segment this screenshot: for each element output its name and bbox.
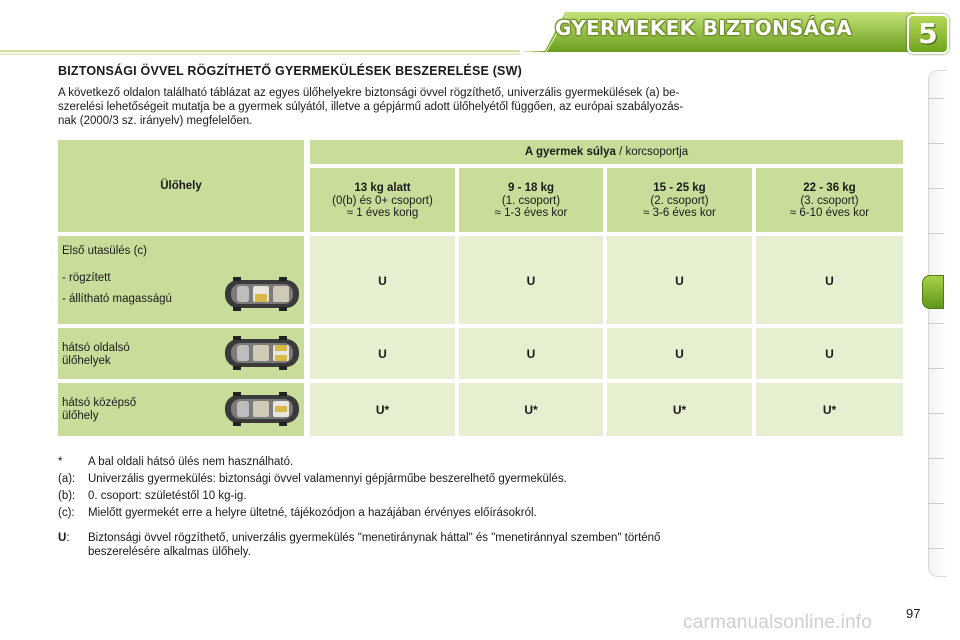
seat-header: Ülőhely	[160, 180, 202, 192]
column-header	[459, 182, 603, 220]
weight-header	[310, 146, 903, 159]
table-cell	[607, 383, 752, 436]
column-group: (0(b) és 0+ csoport)	[332, 194, 433, 207]
tab-divider	[928, 188, 944, 189]
car-rear-middle-seat-icon	[223, 390, 301, 428]
tab-divider	[928, 143, 944, 144]
intro-line: A következő oldalon található táblázat az egyes ülőhelyekre biztonsági övvel rögzíthető, univerzális gyermekülések (a) be-	[58, 87, 680, 99]
page-number: 97	[906, 606, 921, 621]
row-label: ülőhely	[62, 410, 99, 422]
table-cell	[459, 236, 603, 324]
section-title: BIZTONSÁGI ÖVVEL RÖGZÍTHETŐ GYERMEKÜLÉSEK BESZERELÉSE (SW)	[58, 64, 522, 78]
row-label: Első utasülés (c)	[62, 245, 148, 257]
suitability-value: U	[378, 347, 387, 361]
tab-divider	[928, 98, 944, 99]
tab-divider	[928, 368, 944, 369]
suitability-value: U	[378, 274, 387, 288]
table-cell	[756, 383, 903, 436]
column-age: ≈ 1-3 éves kor	[494, 207, 568, 219]
table-row-label-cell	[58, 236, 304, 324]
suitability-value: U*	[672, 403, 687, 417]
u-definition-line: Biztonsági övvel rögzíthető, univerzális gyermekülés "menetiránynak háttal" és "menetiránnyal szemben" történő	[88, 532, 661, 544]
column-header-cell	[310, 168, 455, 232]
chapter-header	[0, 0, 960, 60]
footnote-key: (a):	[58, 473, 76, 485]
weight-header-bold: A gyermek súlya	[524, 146, 616, 158]
tab-divider	[928, 233, 944, 234]
u-definition	[58, 531, 661, 558]
suitability-value: U*	[375, 403, 390, 417]
footnote-text: 0. csoport: születéstől 10 kg-ig.	[88, 490, 247, 502]
car-front-seat-icon	[223, 275, 301, 313]
column-age: ≈ 1 éves korig	[346, 207, 419, 219]
footnote-key: (c):	[58, 507, 75, 519]
chapter-number: 5	[918, 17, 938, 50]
footnote-text: Univerzális gyermekülés: biztonsági övvel valamennyi gépjárműbe beszerelhető gyermekülés.	[88, 473, 567, 485]
column-weight: 9 - 18 kg	[507, 182, 555, 194]
suitability-value: U*	[524, 403, 538, 417]
column-group: (3. csoport)	[800, 194, 859, 207]
column-group: (2. csoport)	[650, 194, 709, 207]
weight-header-rest: / korcsoportja	[615, 146, 689, 158]
suitability-value: U	[526, 347, 536, 361]
column-weight: 22 - 36 kg	[803, 182, 856, 194]
table-cell	[607, 236, 752, 324]
suitability-value: U	[675, 274, 684, 288]
column-header	[607, 182, 752, 220]
table-cell	[459, 383, 603, 436]
footnote	[58, 472, 567, 486]
table-cell	[459, 328, 603, 379]
footnote-key: *	[58, 456, 63, 468]
column-header	[310, 182, 455, 220]
suitability-value: U	[675, 347, 684, 361]
u-colon: :	[66, 532, 70, 544]
chapter-number-badge	[907, 14, 949, 54]
tab-divider	[928, 413, 944, 414]
table-row-label-cell	[58, 383, 304, 436]
u-key: U	[58, 532, 67, 544]
row-label: ülőhelyek	[62, 355, 111, 367]
footnote-text: A bal oldali hátsó ülés nem használható.	[88, 456, 294, 468]
watermark: carmanualsonline.info	[683, 612, 873, 633]
row-label: hátsó középső	[62, 397, 137, 409]
u-definition-line: beszerelésére alkalmas ülőhely.	[88, 546, 251, 558]
column-header-cell	[459, 168, 603, 232]
row-label: hátsó oldalsó	[62, 342, 130, 354]
suitability-value: U*	[822, 403, 837, 417]
column-group: (1. csoport)	[501, 194, 561, 207]
car-rear-side-seats-icon	[223, 334, 301, 372]
intro-paragraph	[58, 86, 903, 128]
table-cell	[310, 328, 455, 379]
column-header-cell	[756, 168, 903, 232]
suitability-value: U	[526, 274, 536, 288]
tab-divider	[928, 548, 944, 549]
footnote	[58, 489, 247, 503]
column-age: ≈ 6-10 éves kor	[789, 207, 870, 219]
intro-line: nak (2000/3 sz. irányelv) megfelelően.	[58, 115, 253, 127]
tab-divider	[928, 458, 944, 459]
column-header	[756, 182, 903, 220]
table-cell	[310, 236, 455, 324]
active-chapter-tab[interactable]	[922, 275, 944, 309]
row-label: - rögzített	[62, 272, 111, 284]
tab-divider	[928, 503, 944, 504]
seat-header-cell	[58, 140, 304, 232]
table-cell	[756, 328, 903, 379]
weight-header-cell	[310, 140, 903, 164]
footnote	[58, 506, 537, 520]
table-cell	[607, 328, 752, 379]
tab-divider	[928, 323, 944, 324]
row-label: - állítható magasságú	[62, 293, 172, 305]
column-weight: 13 kg alatt	[354, 182, 411, 194]
suitability-value: U	[825, 347, 834, 361]
footnote	[58, 455, 293, 469]
suitability-value: U	[825, 274, 834, 288]
chapter-title: GYERMEKEK BIZTONSÁGA	[555, 16, 853, 40]
footnote-text: Mielőtt gyermekét erre a helyre ültetné, tájékozódjon a hazájában érvényes előírásokról.	[88, 507, 537, 519]
table-row-label-cell	[58, 328, 304, 379]
footnote-key: (b):	[58, 490, 76, 502]
column-age: ≈ 3-6 éves kor	[643, 207, 716, 219]
column-weight: 15 - 25 kg	[653, 182, 706, 194]
table-cell	[310, 383, 455, 436]
intro-line: szerelési lehetőségeit mutatja be a gyermek súlyától, illetve a gépjármű adott ülőhelyétől függően, az európai szabályozás-	[58, 101, 684, 113]
table-cell	[756, 236, 903, 324]
column-header-cell	[607, 168, 752, 232]
